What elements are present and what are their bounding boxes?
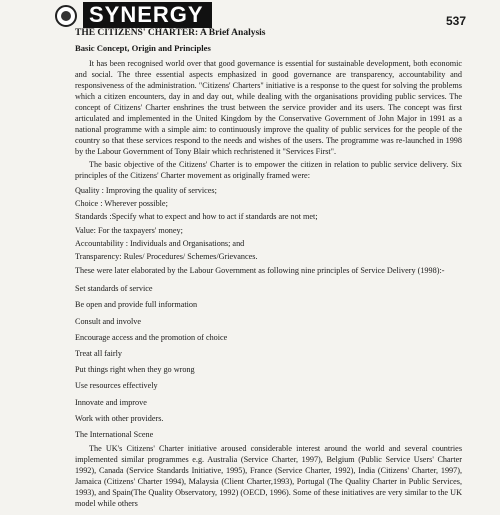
list-item: Value: For the taxpayers' money; — [75, 225, 183, 235]
paragraph-elaboration: These were later elaborated by the Labour Government as following nine principles of Service Delivery (1998):- — [75, 266, 445, 276]
brand-title: SYNERGY — [83, 2, 212, 28]
paragraph-intro: It has been recognised world over that good governance is essential for sustainable development, both economic and social. The three essential aspects emphasized in good governance are transparency, accountability and responsiveness of the administration. "Citizens' Charters" initiative is a response to the quest for solving the problems which a citizen encounters, day in and day out, while dealing with the organisations providing public services. The concept of Citizens' Charter enshrines the trust between the service provider and its users. The concept was first articulated and implemented in the United Kingdom by the Conservative Government of John Major in 1991 as a national programme with a simple aim: to continuously improve the quality of public services for the people of the country so that these services respond to the needs and wishes of the users. The programme was re-launched in 1998 by the Labour Government of Tony Blair which rechristened it "Services First". — [75, 59, 462, 156]
list-item: Transparency: Rules/ Procedures/ Schemes/Grievances. — [75, 252, 258, 262]
paragraph-clip — [75, 443, 462, 509]
article-subtitle: Basic Concept, Origin and Principles — [75, 43, 211, 53]
list-item: Work with other providers. — [75, 413, 164, 423]
list-item: Use resources effectively — [75, 381, 158, 391]
list-item: Accountability : Individuals and Organisations; and — [75, 238, 245, 248]
paragraph-objective: The basic objective of the Citizens' Charter is to empower the citizen in relation to public service delivery. Six principles of the Citizens' Charter movement as originally framed were: — [75, 160, 462, 180]
original-principles-list — [75, 184, 462, 263]
list-item: Consult and involve — [75, 316, 141, 326]
list-item: Standards :Specify what to expect and how to act if standards are not met; — [75, 212, 318, 222]
list-item: Put things right when they go wrong — [75, 365, 195, 375]
article-title: THE CITIZENS' CHARTER: A Brief Analysis — [75, 28, 266, 38]
page-number: 537 — [446, 14, 467, 28]
list-item: Choice : Wherever possible; — [75, 199, 168, 209]
paragraph-international: The UK's Citizens' Charter initiative aroused considerable interest around the world and several countries implemented similar programmes e.g. Australia (Service Charter, 1997), Belgium (Public Service Users' Charter 1992), Canada (Service Standards Initiative, 1995), France (Service Charter, 1992), India (Citizens' Charter, 1997), Jamaica (Citizens' Charter 1994), Malaysia (Client Charter,1993), Portugal (The Quality Charter in Public Services, 1993), and Spain(The Quality Observatory, 1992) (OECD, 1996). Some of these initiatives are very similar to the UK model while others — [75, 444, 462, 509]
publisher-logo-icon — [55, 5, 77, 27]
list-item: Be open and provide full information — [75, 300, 198, 310]
list-item: Quality : Improving the quality of services; — [75, 186, 217, 195]
list-item: Innovate and improve — [75, 397, 147, 407]
list-item: Set standards of service — [75, 284, 153, 294]
list-item: Treat all fairly — [75, 349, 122, 359]
article-body — [75, 28, 462, 509]
list-item: Encourage access and the promotion of choice — [75, 332, 228, 342]
service-delivery-principles-list — [75, 281, 462, 427]
section-heading: The International Scene — [75, 430, 154, 440]
